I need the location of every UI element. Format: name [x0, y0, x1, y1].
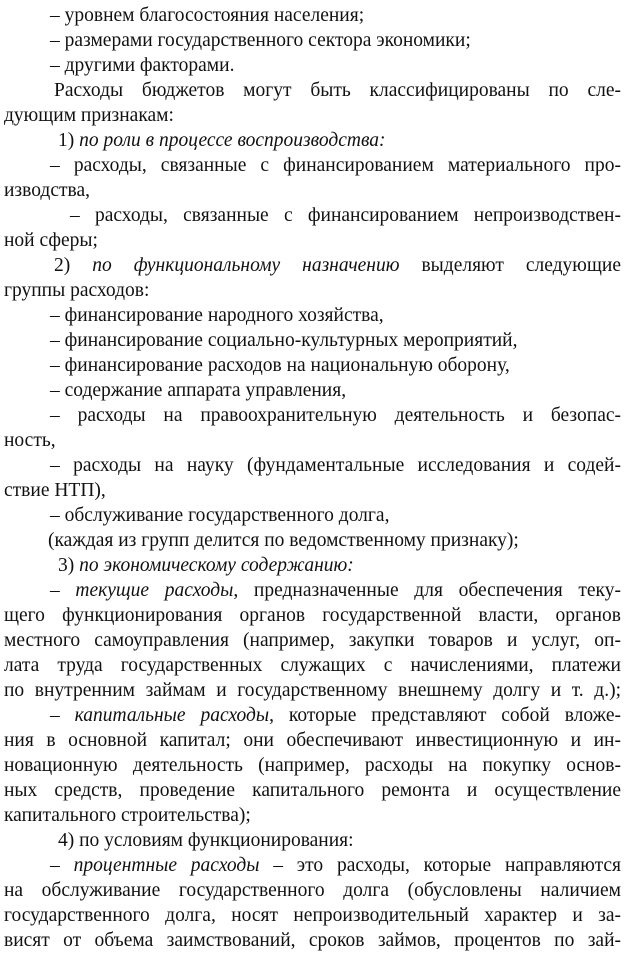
text-run: 2): [54, 255, 93, 276]
emphasis-text: капитальные расходы: [74, 705, 270, 726]
text-line: государственного долга, носят непроизводительный характер и за-: [4, 905, 621, 926]
text-line: – финансирование народного хозяйства,: [50, 305, 384, 326]
text-line: Расходы бюджетов могут быть классифицированы по сле-: [54, 80, 621, 101]
emphasis-text: процентные расходы: [73, 855, 260, 876]
text-line: ствие НТП),: [4, 480, 106, 501]
emphasis-text: по экономическому содержанию:: [79, 555, 354, 576]
text-run: –: [50, 705, 75, 726]
text-line: на обслуживание государственного долга (обусловлены наличием: [4, 880, 621, 901]
text-line: ность,: [4, 430, 56, 451]
text-run: 3): [58, 555, 80, 576]
text-line: изводства,: [4, 180, 90, 201]
text-line: [50, 704, 621, 728]
text-run: , которые представляют собой вложе-: [269, 705, 622, 726]
text-line: щего функционирования органов государственной власти, органов: [4, 605, 621, 626]
text-line: (каждая из групп делится по ведомственному признаку);: [48, 530, 519, 551]
text-run: , предназначенные для обеспечения теку-: [233, 580, 621, 601]
text-line: – расходы на правоохранительную деятельность и безопас-: [50, 405, 621, 426]
text-line: – расходы, связанные с финансированием непроизводствен-: [70, 205, 621, 226]
text-run: выделяют следующие: [399, 255, 621, 276]
text-line: местного самоуправления (например, закупки товаров и услуг, оп-: [4, 630, 621, 651]
text-line: ной сферы;: [4, 230, 98, 251]
text-line: капитального строительства);: [4, 805, 251, 826]
text-line: новационную деятельность (например, расходы на покупку основ-: [4, 755, 621, 776]
text-line: – содержание аппарата управления,: [50, 380, 347, 401]
text-line: висят от объема заимствований, сроков займов, процентов по зай-: [4, 930, 621, 951]
emphasis-text: по роли в процессе воспроизводства:: [79, 130, 386, 151]
text-line: [58, 554, 621, 578]
text-line: ния в основной капитал; они обеспечивают инвестиционную и ин-: [4, 730, 621, 751]
text-line: – финансирование социально-культурных мероприятий,: [50, 330, 518, 351]
text-run: – это расходы, которые направляются: [259, 855, 621, 876]
text-line: ных средств, проведение капитального ремонта и осуществление: [4, 780, 621, 801]
text-run: –: [50, 855, 74, 876]
text-line: – расходы, связанные с финансированием материального про-: [50, 155, 621, 176]
text-line: группы расходов:: [4, 280, 150, 301]
text-line: 4) по условиям функционирования:: [58, 830, 354, 851]
text-line: – расходы на науку (фундаментальные исследования и содей-: [50, 455, 621, 476]
emphasis-text: по функциональному назначению: [92, 255, 400, 276]
text-line: [54, 254, 621, 278]
text-line: [58, 129, 621, 153]
text-line: – другими факторами.: [50, 55, 235, 76]
text-line: – размерами государственного сектора экономики;: [50, 30, 471, 51]
text-line: – финансирование расходов на национальную оборону,: [50, 355, 510, 376]
text-line: по внутренним займам и государственному внешнему долгу и т. д.);: [4, 680, 621, 701]
text-line: дующим признакам:: [4, 105, 174, 126]
text-run: –: [50, 580, 76, 601]
text-run: 1): [58, 130, 80, 151]
text-line: [50, 854, 621, 878]
text-line: лата труда государственных служащих с начислениями, платежи: [4, 655, 621, 676]
emphasis-text: текущие расходы: [75, 580, 234, 601]
text-line: – уровнем благосостояния населения;: [50, 5, 365, 26]
text-line: – обслуживание государственного долга,: [50, 505, 390, 526]
text-line: [50, 579, 621, 603]
